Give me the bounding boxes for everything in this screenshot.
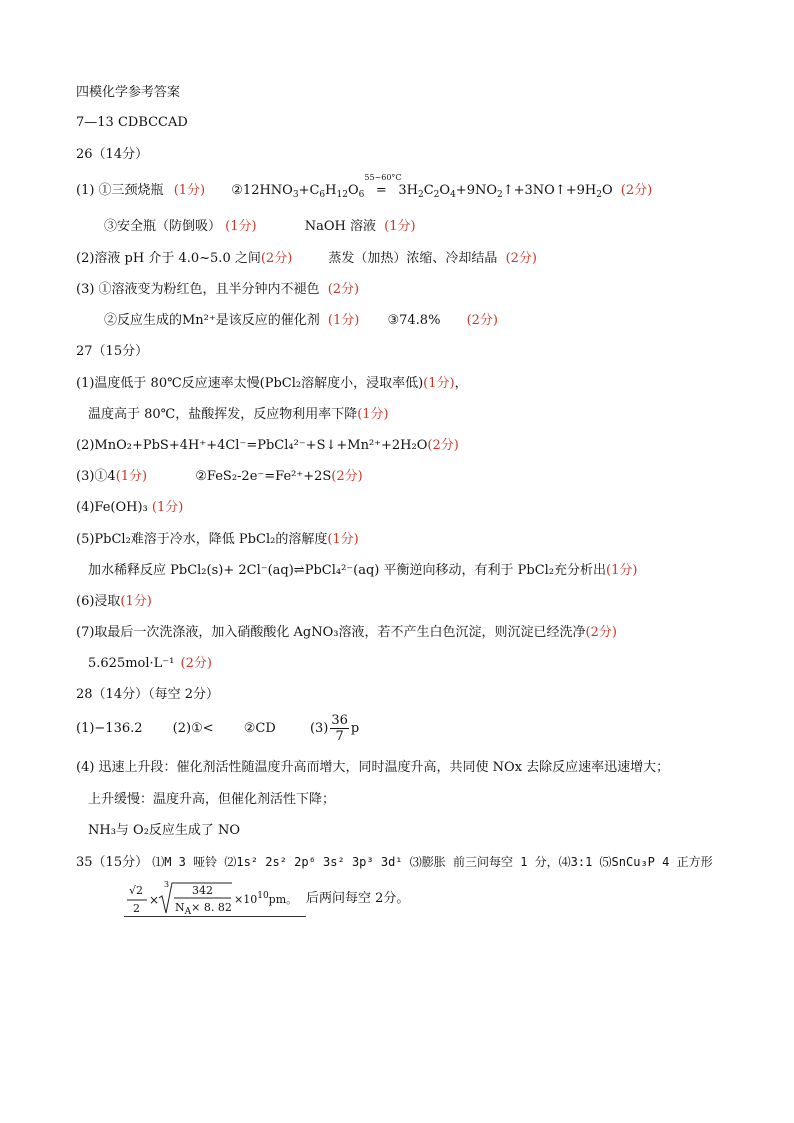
q26-l5-a-pts: (1分) <box>327 313 360 328</box>
q26-l1-a-pts: (1分) <box>173 183 206 198</box>
q27-l10-pts: (2分) <box>180 656 212 671</box>
q26-header: 26（14分） <box>76 147 149 162</box>
f-den: $N_A\times 8$. 82 <box>175 901 232 917</box>
q27-l5-pts: (1分) <box>151 500 184 515</box>
q26-l3-a-pts: (2分) <box>260 251 293 266</box>
q27-line4: (3)①4(1分) ②FeS₂-2e⁻=Fe²⁺+2S(2分) <box>76 469 363 484</box>
q27-l3-pts: (2分) <box>427 438 459 453</box>
q28-line4: NH₃与 O₂反应生成了 NO <box>88 823 241 838</box>
q27-l1-pts: (1分) <box>423 376 455 391</box>
f-tail: $\times 10^{10}pm$。 <box>234 891 298 906</box>
q26-line3 <box>76 250 537 268</box>
q26-l3-b-pts: (2分) <box>505 251 537 266</box>
q35-line1: 35（15分） ⑴M 3 哑铃 ⑵1s² 2s² 2p⁶ 3s² 3p³ 3d¹ ⑶膨胀 前三问每空 1 分，⑷3:1 ⑸SnCu₃P 4 正方形 <box>76 855 713 870</box>
q26-l5-b-pts: (2分) <box>466 313 498 328</box>
q35-after: 后两问每空 2分。 <box>306 891 410 906</box>
q27-line6: (5)PbCl₂难溶于冷水，降低 PbCl₂的溶解度(1分) <box>76 532 359 547</box>
q26-l2-a-pts: (1分) <box>225 219 257 234</box>
q27-l4-b-pts: (2分) <box>331 469 363 484</box>
q26-l5-a: ②反应生成的Mn²⁺是该反应的催化剂 <box>104 313 320 328</box>
q27-l9-pts: (2分) <box>585 625 617 640</box>
q27-line5: (4)Fe(OH)₃ (1分) <box>76 500 184 515</box>
q26-line5 <box>104 312 498 330</box>
q27-line7: 加水稀释反应 PbCl₂(s)+ 2Cl⁻(aq)⇌PbCl₄²⁻(aq) 平衡逆向移动，有利于 PbCl₂充分析出(1分) <box>88 563 638 578</box>
density-formula <box>124 880 306 917</box>
q28-line3: 上升缓慢：温度升高，但催化剂活性下降； <box>88 792 336 807</box>
q28-header: 28（14分）（每空 2分） <box>76 687 219 702</box>
q27-line1: (1)温度低于 80℃反应速率太慢(PbCl₂溶解度小，浸取率低)(1分)， <box>76 376 468 391</box>
q27-l6-pts: (1分) <box>327 532 359 547</box>
q26-line1 <box>76 173 653 200</box>
q26-line4 <box>76 281 359 299</box>
q26-l2-a: ③安全瓶（防倒吸） <box>104 219 222 234</box>
q27-line2: 温度高于 80℃，盐酸挥发，反应物利用率下降(1分) <box>88 407 389 422</box>
q27-l4-a-pts: (1分) <box>115 469 148 484</box>
fraction-36-7: $\frac{36}{7}$ <box>331 713 348 744</box>
q28-line1: (1)−136.2 (2)①< ②CD (3) $\frac{36}{7}$ p <box>76 713 360 744</box>
mc-answers: 7—13 CDBCCAD <box>76 115 188 130</box>
q26-equation: $②12HNO_3+C_6H_{12}O_6$ 55~60°C = $3H_2C_2O_4+9NO_2↑+3NO↑+9H_2O$ <box>231 173 613 200</box>
q27-line10: 5.625mol·L⁻¹ (2分) <box>88 656 212 671</box>
f-sqrt2: √2 <box>129 884 144 897</box>
reaction-condition: 55~60°C = <box>364 173 402 198</box>
q28-line2: (4) 迅速上升段：催化剂活性随温度升高而增大，同时温度升高，共同使 NOx 去除反应速率迅速增大； <box>76 760 670 775</box>
q27-line8: (6)浸取(1分) <box>76 594 152 609</box>
page-title: 四模化学参考答案 <box>76 85 181 100</box>
q26-l5-b: ③74.8% <box>387 313 441 328</box>
q26-line2 <box>104 218 416 236</box>
q27-l8-pts: (1分) <box>120 594 152 609</box>
q27-l7-pts: (1分) <box>606 563 638 578</box>
q26-l1-a: (1) ①三颈烧瓶 <box>76 183 164 198</box>
q27-line3: (2)MnO₂+PbS+4H⁺+4Cl⁻=PbCl₄²⁻+S↓+Mn²⁺+2H₂O(2分) <box>76 438 459 453</box>
f-two: 2 <box>133 902 140 915</box>
q26-l3-b: 蒸发（加热）浓缩、冷却结晶 <box>328 251 498 266</box>
times-sign: × <box>149 893 160 907</box>
q26-l4-pts: (2分) <box>327 282 360 297</box>
f-num: 342 <box>192 884 213 897</box>
q27-l2-pts: (1分) <box>357 407 389 422</box>
cube-index: 3 <box>164 880 170 889</box>
q26-l3-a: (2)溶液 pH 介于 4.0~5.0 之间 <box>76 251 261 266</box>
q35-body: ⑴M 3 哑铃 ⑵1s² 2s² 2p⁶ 3s² 3p³ 3d¹ ⑶膨胀 前三问每空 1 分，⑷3:1 ⑸SnCu₃P 4 正方形 <box>152 855 713 869</box>
q27-line9: (7)取最后一次洗涤液，加入硝酸酸化 AgNO₃溶液，若不产生白色沉淀，则沉淀已经洗净(2分) <box>76 625 617 640</box>
q26-l2-b: NaOH 溶液 <box>304 219 376 234</box>
q26-l1-b-pts: (2分) <box>620 183 653 198</box>
q26-l4: (3) ①溶液变为粉红色，且半分钟内不褪色 <box>76 282 320 297</box>
q27-header: 27（15分） <box>76 344 149 359</box>
q26-l2-b-pts: (1分) <box>384 219 416 234</box>
